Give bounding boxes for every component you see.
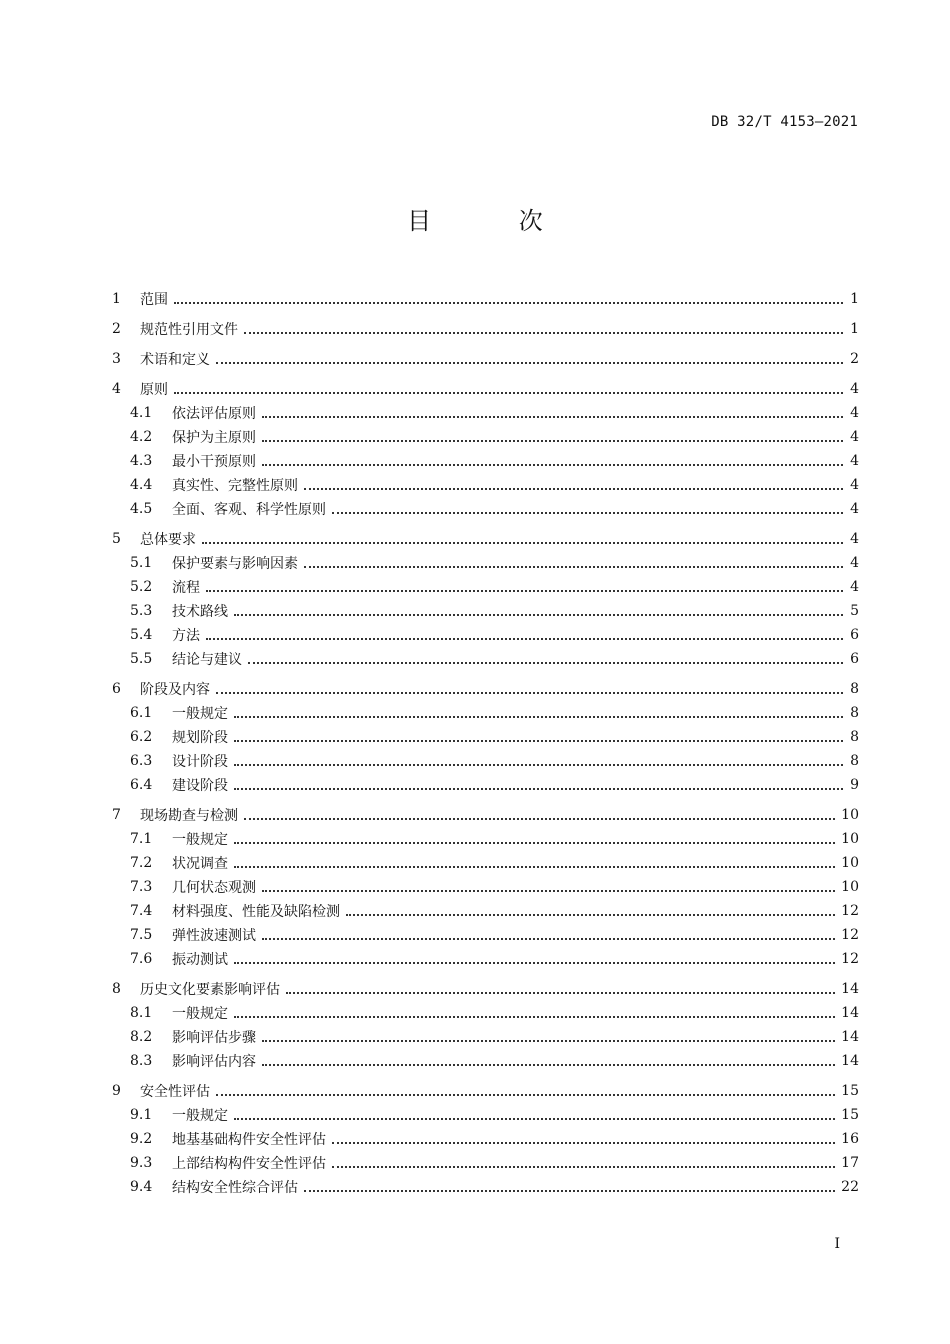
dot-leader [206,638,843,640]
dot-leader [234,842,835,844]
toc-label: 一般规定 [172,1108,228,1124]
toc-page: 6 [850,651,859,667]
dot-leader [234,740,843,742]
toc-subentry[interactable] [130,774,859,796]
toc-number: 4.5 [130,501,153,517]
dot-leader [332,1142,835,1144]
toc-subentry[interactable] [130,450,859,472]
dot-leader [262,890,835,892]
dot-leader [202,542,843,544]
toc-number: 9 [112,1083,121,1099]
dot-leader [234,1016,835,1018]
toc-label: 影响评估内容 [172,1054,256,1070]
toc-label: 术语和定义 [140,352,210,368]
toc-label: 全面、客观、科学性原则 [172,502,326,518]
toc-number: 4.1 [130,405,153,421]
dot-leader [262,464,843,466]
toc-subentry[interactable] [130,624,859,646]
toc-label: 依法评估原则 [172,406,256,422]
toc-page: 4 [850,429,859,445]
toc-number: 6.2 [130,729,153,745]
toc-label: 历史文化要素影响评估 [140,982,280,998]
toc-entry[interactable] [112,1080,859,1102]
toc-label: 安全性评估 [140,1084,210,1100]
toc-subentry[interactable] [130,750,859,772]
toc-subentry[interactable] [130,552,859,574]
dot-leader [244,818,835,820]
toc-number: 7.5 [130,927,153,943]
dot-leader [234,866,835,868]
toc-subentry[interactable] [130,1128,859,1150]
toc-page: 4 [850,555,859,571]
toc-subentry[interactable] [130,648,859,670]
toc-subentry[interactable] [130,948,859,970]
toc-page: 22 [841,1179,859,1195]
toc-page: 16 [841,1131,859,1147]
toc-page: 12 [841,951,859,967]
toc-label: 规划阶段 [172,730,228,746]
toc-subentry[interactable] [130,498,859,520]
toc-number: 5.3 [130,603,153,619]
toc-label: 地基基础构件安全性评估 [172,1132,326,1148]
toc-number: 8 [112,981,121,997]
toc-label: 一般规定 [172,706,228,722]
dot-leader [174,302,843,304]
toc-page: 4 [850,381,859,397]
toc-number: 9.1 [130,1107,153,1123]
toc-label: 规范性引用文件 [140,322,238,338]
toc-number: 7.6 [130,951,153,967]
toc-page: 4 [850,405,859,421]
toc-number: 6.4 [130,777,153,793]
toc-number: 7.1 [130,831,153,847]
toc-number: 4.3 [130,453,153,469]
toc-number: 3 [112,351,121,367]
toc-label: 上部结构构件安全性评估 [172,1156,326,1172]
toc-page: 6 [850,627,859,643]
toc-subentry[interactable] [130,402,859,424]
toc-label: 材料强度、性能及缺陷检测 [172,904,340,920]
toc-page: 4 [850,531,859,547]
toc-label: 影响评估步骤 [172,1030,256,1046]
toc-subentry[interactable] [130,1152,859,1174]
dot-leader [346,914,835,916]
dot-leader [234,764,843,766]
toc-label: 保护要素与影响因素 [172,556,298,572]
toc-page: 8 [850,705,859,721]
toc-label: 弹性波速测试 [172,928,256,944]
toc-label: 现场勘查与检测 [140,808,238,824]
toc-page: 15 [841,1083,859,1099]
dot-leader [262,1040,835,1042]
toc-entry[interactable] [112,528,859,550]
toc-number: 4.4 [130,477,153,493]
toc-subentry[interactable] [130,1176,859,1198]
toc-page: 14 [841,1053,859,1069]
dot-leader [286,992,835,994]
dot-leader [248,662,843,664]
dot-leader [304,488,843,490]
toc-number: 6.1 [130,705,153,721]
toc-subentry[interactable] [130,426,859,448]
toc-page: 17 [841,1155,859,1171]
toc-page: 15 [841,1107,859,1123]
toc-label: 建设阶段 [172,778,228,794]
dot-leader [216,692,843,694]
toc-number: 2 [112,321,121,337]
toc-number: 6 [112,681,121,697]
toc-subentry[interactable] [130,1104,859,1126]
toc-subentry[interactable] [130,1002,859,1024]
toc-number: 9.3 [130,1155,153,1171]
toc-number: 1 [112,291,121,307]
toc-subentry[interactable] [130,828,859,850]
toc-subentry[interactable] [130,852,859,874]
dot-leader [304,1190,835,1192]
toc-label: 一般规定 [172,832,228,848]
toc-number: 5.4 [130,627,153,643]
toc-page: 12 [841,927,859,943]
toc-page: 1 [850,321,859,337]
toc-page: 14 [841,1005,859,1021]
dot-leader [262,440,843,442]
toc-page: 1 [850,291,859,307]
toc-label: 结论与建议 [172,652,242,668]
toc-number: 6.3 [130,753,153,769]
toc-number: 9.4 [130,1179,153,1195]
toc-number: 5 [112,531,121,547]
toc-number: 9.2 [130,1131,153,1147]
toc-label: 原则 [140,382,168,398]
dot-leader [234,1118,835,1120]
dot-leader [262,1064,835,1066]
toc-label: 保护为主原则 [172,430,256,446]
toc-number: 7 [112,807,121,823]
toc-number: 4.2 [130,429,153,445]
toc-subentry[interactable] [130,900,859,922]
toc-number: 7.3 [130,879,153,895]
toc-label: 阶段及内容 [140,682,210,698]
dot-leader [216,1094,835,1096]
toc-entry[interactable] [112,288,859,310]
dot-leader [332,1166,835,1168]
toc-page: 4 [850,501,859,517]
toc-subentry[interactable] [130,576,859,598]
toc-number: 8.3 [130,1053,153,1069]
toc-number: 7.2 [130,855,153,871]
toc-label: 几何状态观测 [172,880,256,896]
toc-number: 8.1 [130,1005,153,1021]
toc-number: 5.5 [130,651,153,667]
toc-page: 8 [850,753,859,769]
dot-leader [234,962,835,964]
toc-number: 7.4 [130,903,153,919]
toc-entry[interactable] [112,348,859,370]
toc-entry[interactable] [112,978,859,1000]
dot-leader [174,392,843,394]
toc-label: 状况调查 [172,856,228,872]
toc-page: 14 [841,1029,859,1045]
document-code: DB 32/T 4153—2021 [711,114,858,130]
toc-subentry[interactable] [130,600,859,622]
dot-leader [234,614,843,616]
toc-page: 10 [841,807,859,823]
toc-label: 振动测试 [172,952,228,968]
toc-label: 总体要求 [140,532,196,548]
dot-leader [262,416,843,418]
toc-label: 结构安全性综合评估 [172,1180,298,1196]
toc-page: 5 [850,603,859,619]
toc-subentry[interactable] [130,924,859,946]
toc-page: 4 [850,453,859,469]
toc-subentry[interactable] [130,1026,859,1048]
toc-label: 方法 [172,628,200,644]
dot-leader [332,512,843,514]
dot-leader [216,362,843,364]
toc-entry[interactable] [112,318,859,340]
page-folio: I [834,1236,840,1252]
dot-leader [206,590,843,592]
toc-page: 4 [850,579,859,595]
toc-page: 4 [850,477,859,493]
toc-page: 8 [850,681,859,697]
toc-label: 一般规定 [172,1006,228,1022]
toc-page: 2 [850,351,859,367]
toc-page: 9 [850,777,859,793]
toc-label: 设计阶段 [172,754,228,770]
toc-page: 8 [850,729,859,745]
toc-label: 真实性、完整性原则 [172,478,298,494]
toc-page: 14 [841,981,859,997]
toc-subentry[interactable] [130,1050,859,1072]
dot-leader [234,788,843,790]
toc-label: 范围 [140,292,168,308]
toc-number: 5.1 [130,555,153,571]
toc-number: 5.2 [130,579,153,595]
toc-page: 12 [841,903,859,919]
toc-label: 最小干预原则 [172,454,256,470]
toc-number: 8.2 [130,1029,153,1045]
toc-page: 10 [841,879,859,895]
toc-entry[interactable] [112,378,859,400]
toc-number: 4 [112,381,121,397]
toc-entry[interactable] [112,804,859,826]
toc-entry[interactable] [112,678,859,700]
dot-leader [244,332,843,334]
dot-leader [234,716,843,718]
page-title: 目 次 [407,207,583,235]
toc-subentry[interactable] [130,474,859,496]
toc-subentry[interactable] [130,726,859,748]
toc-page: 10 [841,831,859,847]
toc-label: 流程 [172,580,200,596]
dot-leader [262,938,835,940]
dot-leader [304,566,843,568]
toc-subentry[interactable] [130,702,859,724]
toc-page: 10 [841,855,859,871]
toc-subentry[interactable] [130,876,859,898]
toc-label: 技术路线 [172,604,228,620]
